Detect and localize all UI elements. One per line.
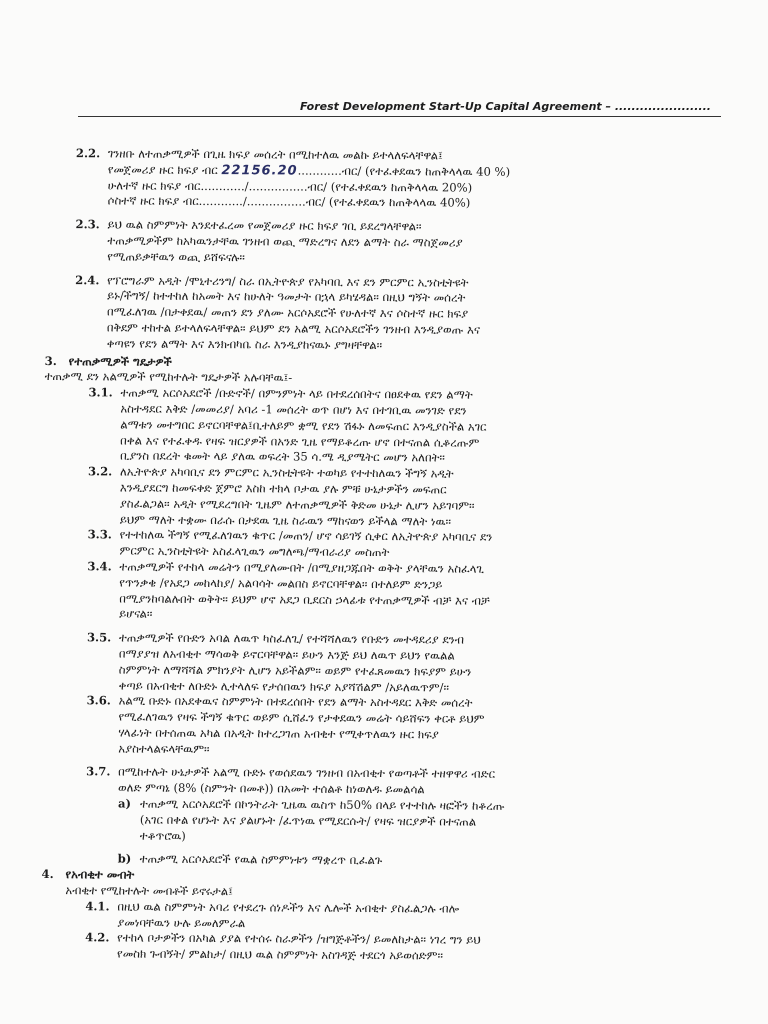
- clause-line: ቀጣዩን የደን ልማት እና እንክብካቤ ስራ እንዲያከናዉኑ ያግዛቸዋል፡፡: [106, 336, 383, 352]
- clause-line: የጥንቃቄ /የአደጋ መከላከያ/ አልባሳት መልበስ ይኖርባቸዋል፡፡ በተለይም ድንጋይ: [119, 575, 443, 592]
- section-title: የአብቂተ መብት: [65, 867, 135, 882]
- clause-line: ስምምነት ለማሻሻል ምክንያት ሊሆን አይችልም፡፡ ወይም የተፈጸመዉን ክፍያም ይሁን: [118, 662, 472, 679]
- clause-line: በማያያዝ ለአብቂተ ማሳወቅ ይኖርባቸዋል፡፡ ይሁን እንጅ ይህ ለዉጥ ይህን የዉልል: [118, 646, 455, 663]
- clause-line: ተጠቃሚ አርሶአደሮች የዉል ስምምነቱን ማቋረጥ ቢፈልጉ: [139, 852, 383, 868]
- clause-line: ተጠቃሚ አርሶአደሮች /ቡድኖች/ በምንምነት ላይ በተደረሰበትና በፀደቀዉ የደን ልማት: [120, 385, 473, 402]
- clause-line: በዚህ ዉል ስምምነት አባሪ የተደረጉ ሰነዶችን እና ሌሎች አብቂተ ያስፈልጋሉ ብሎ: [117, 899, 460, 916]
- clause-3-2: [44, 464, 724, 531]
- clause-line: ይህም ማለት ተቋሙ በራሱ በታደዉ ጊዜ ስራዉን ማከናወን ይችላል ማለት ነዉ፡፡: [119, 511, 452, 529]
- clause-line: ያስፈልጋል፡፡ አዲት የሚደረግበት ጊዜም ለተጠቃሚዎች ቅድመ ሁኔታ ሊሆን አይገባም፡፡: [119, 496, 475, 513]
- clause-line: ገንዘቡ ለተጠቃሚዎች በጊዜ ክፍያ መሰረት በሚከተለዉ መልኩ ይተላለፍላቸዋል፤: [107, 146, 443, 163]
- clause-number: 4.2.: [85, 930, 110, 945]
- clause-line: በቀል እና የተፈቀዱ የዛፍ ዝርያዎች በአንድ ጊዜ የማይቆረጡ ሆኖ በተናጠል ሲቆረጡም: [120, 433, 480, 450]
- section-number: 4.: [41, 867, 54, 882]
- section-intro: አብቂተ የሚከተሉት መብቶች ይኖሩታል፤: [65, 883, 233, 899]
- clause-number: 3.4.: [87, 559, 112, 574]
- clause-3-1: [44, 385, 724, 468]
- clause-4-1: [41, 899, 721, 935]
- clause-letter: b): [117, 851, 132, 867]
- clause-line: በሚፈለገዉ /በታቀደዉ/ መጠን ደን ያለሙ አርሶአደሮች የሁለተኛ እና ሶስተኛ ዙር ክፍያ: [106, 304, 469, 321]
- clause-line: የመጀመሪያ ዙር ክፍያ ብር 22156.20............ብር/ (የተፈቀደዉን ከጠቅላላዉ 40 %): [107, 162, 511, 179]
- clause-letter: a): [117, 796, 132, 811]
- clause-number: 2.3.: [75, 217, 100, 232]
- clause-line: የፕሮግራም አዲት /ሞኒተሪንግ/ ስራ በኢትዮጵያ የአካባቢ እና ደን ምርምር ኢንስቲትዩት: [107, 272, 469, 290]
- clause-number: 2.2.: [75, 146, 101, 161]
- clause-number: 3.5.: [86, 630, 112, 645]
- clause-line: ይሆናል፡፡: [119, 606, 153, 621]
- section-title: የተጠቃሚዎች ግዴታዎች: [68, 353, 172, 369]
- clause-number: 3.3.: [87, 527, 112, 542]
- clause-line: ልማቱን መተግበር ይኖርባቸዋል፤ቢተለይም ቋሚ የደን ሽፋኑ ለመፍጠር እንዲያስችል አገር: [120, 417, 487, 434]
- clause-line: ሃላፊነት በተሰጠዉ አካል በአዲት ከተረጋገጠ አብቂተ የሚቀጥለዉን ዙር ክፍያ: [118, 725, 439, 742]
- clause-line: ቢያንስ በደረት ቁመት ላይ ያለዉ ወፍረት 35 ሳ.ሜ ዲያሜትር መሆን አለበት፡፡: [120, 448, 445, 465]
- clause-line: ወለድ ምጣኔ (8% (ስምንት በመቶ)) በአመት ተሰልቶ ከነወለዱ ይመልሳል: [118, 780, 425, 797]
- clause-3-6: [42, 693, 722, 760]
- clause-line: ተጠቃሚዎችም ከአካዉንታቸዉ ገንዘብ ወጪ ማድረግና ለደን ልማት ስራ ማስጀመሪያ: [107, 233, 463, 250]
- clause-3-4: [43, 559, 723, 626]
- clause-line: እንዲያደርግ ከመፍቀድ ጀምሮ እስከ ተክላ ቦታዉ ያሉ ምቹ ሁኔታዎችን መፍጠር: [119, 480, 447, 497]
- clause-line: የመስክ ጉብኝት/ ምልከታ/ በዚህ ዉል ስምምነት አስገዳጅ ተደርጎ አይወሰድም፡፡: [117, 946, 444, 963]
- clause-line: በቅደም ተከተል ይተላለፍላቸዋል፡፡ ይህም ደን አልሚ አርሶአደሮችን ገንዘብ እንዲያወጡ እና: [106, 320, 481, 337]
- clause-2-2: [46, 146, 726, 213]
- clause-line: ምርምር ኢንስቲትዩት አስፈላጊዉን መግለጫ/ማብራሪያ መስጠት: [119, 543, 390, 560]
- clause-line: ለኢትዮጵያ አካባቢና ደን ምርምር ኢንስቲትዩት ተወካይ የተተከለዉን ችግኝ አዲት: [119, 464, 454, 481]
- clause-2-3: [45, 217, 725, 269]
- clause-line: ያመነባቸዉን ሁሉ ይመለምራል: [117, 915, 246, 930]
- header-rule: [78, 116, 721, 117]
- clause-line: ተጠቃሚዎች የቡድን አባል ለዉጥ ካስፈለጊ/ የተሻሻለዉን የቡድን መተዳደሪያ ደንብ: [118, 630, 465, 647]
- clause-line: አያስተላልፍላቸዉም፡፡: [118, 741, 210, 756]
- clause-line: ተቆጥሮዉ): [139, 828, 186, 843]
- clause-3-3: [43, 527, 723, 563]
- clause-line: ሁለተኛ ዙር ክፍያ ብር............/................ብር/ (የተፈቀደዉን ከጠቅላላዉ 20%): [107, 177, 473, 195]
- handwritten-amount: 22156.20: [221, 162, 298, 179]
- clause-line: የሚጠይቃቸዉን ወጪ ይሸፍናሉ፡፡: [107, 249, 245, 264]
- clause-line: ቀጣይ በአብቂተ ለቡድኑ ሊተላለፍ የታሰበዉን ክፍያ አያሻሽልም /አይለዉጥም/፡፡: [118, 677, 449, 694]
- clause-line: ተጠቃሚ አርሶአደሮች በኮንትራት ጊዜዉ ዉስጥ ከ50% በላይ የተተከሉ ዛፎችን ከቆረጡ: [139, 796, 505, 813]
- clause-3-7: [42, 764, 722, 800]
- clause-3-5: [43, 630, 723, 697]
- section-intro: ተጠቃሚ ደን አልሚዎች የሚከተሉት ግዴታዎች አሉባቸዉ፤-: [44, 369, 293, 385]
- clause-line: የተከላ ቦታዎችን በአካል ያያል የተሰሩ ስራዎችን /ዝግጅቶችን/ ይመለከታል፡፡ ነገረ ግን ይህ: [117, 930, 481, 948]
- page-header-title: Forest Development Start-Up Capital Agreement – .......................: [300, 100, 711, 113]
- clause-line: በሚያንከባልሉበት ወቅት፡፡ ይህም ሆኖ አደጋ ቢደርስ ኃላፊቱ የተጠቃሚዎች ብቻ እና ብቻ: [119, 590, 490, 608]
- clause-line: ተጠቃሚዎች የተከላ መሬትን በሚያለሙበት /በሚያዘጋጁበት ወቅት ያላቸዉን አስፈላጊ: [119, 559, 485, 576]
- clause-line: ሶስተኛ ዙር ክፍያ ብር............/................ብር/ (የተፈቀደዉን ከጠቅላላዉ 40%): [107, 193, 471, 210]
- clause-line: ይህ ዉል ስምምነት እንደተፈረመ የመጀመሪያ ዙር ክፍያ ገቢ ይደረግላቸዋል፡፡: [107, 217, 422, 234]
- clause-2-4: [45, 273, 725, 356]
- section-number: 3.: [44, 353, 57, 368]
- clause-line: (አገር በቀል የሆኑት እና ያልሆኑት /ፈጥነዉ የሚደርሱት/ የዛፍ ዝርያዎች በተናጠል: [139, 812, 477, 829]
- clause-4-2: [41, 930, 721, 966]
- clause-line: አስተዳደር እቅድ /መመሪያ/ አባሪ -1 መሰረት ወጥ በሆነ እና በተገቢዉ መንገድ የደን: [120, 401, 467, 418]
- clause-line: አልሚ ቡድኑ በአደቀዉና ስምምነት በተደረሰበት የደን ልማት አስተዳደር እቅድ መሰረት: [118, 693, 473, 710]
- clause-number: 2.4.: [75, 272, 100, 287]
- clause-number: 3.7.: [86, 764, 111, 779]
- clause-number: 4.1.: [85, 899, 110, 914]
- clause-line: ይኑ/ችግኝ/ ከተተከለ ከአመት እና ከሁለት ዓመታት በኋላ ይካሄዳል፡፡ በዚህ ግኝት መሰረት: [107, 288, 466, 305]
- clause-number: 3.6.: [86, 693, 111, 708]
- clause-number: 3.1.: [88, 385, 113, 400]
- clause-line: የሚፈለገዉን የዛፍ ችግኝ ቁጥር ወይም ሲሸፈን የታቀደዉን መሬት ሳይሸፍን ቀርቶ ይህም: [118, 709, 485, 726]
- clause-line: በሚከተሉት ሁኔታዎች አልሚ ቡድኑ የወሰደዉን ገንዘብ በአብቂተ የወጣቶች ተዘዋዋሪ ብድር: [118, 764, 496, 782]
- document-body: [41, 146, 726, 966]
- clause-3-7-a: [42, 796, 722, 848]
- clause-number: 3.2.: [87, 464, 113, 479]
- clause-line: የተተከለዉ ችግኝ የሚፈለገዉን ቁጥር /መጠን/ ሆኖ ሳይገኝ ሲቀር ለኢትዮጵያ አካባቢና ደን: [119, 527, 493, 545]
